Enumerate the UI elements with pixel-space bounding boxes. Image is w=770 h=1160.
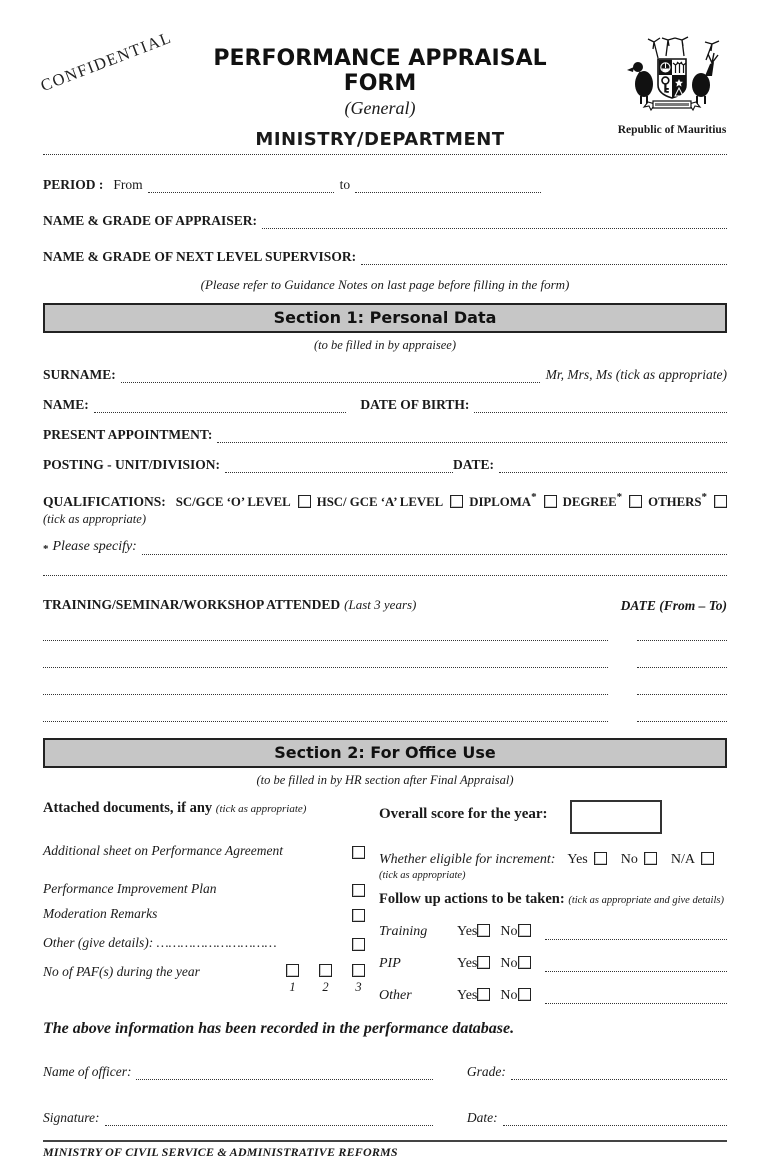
qualification-diploma: DIPLOMA*	[469, 491, 556, 510]
name-label: NAME:	[43, 397, 89, 412]
confidential-stamp: CONFIDENTIAL	[37, 27, 175, 96]
emblem-block	[613, 36, 731, 136]
training-date-2-field[interactable]	[637, 667, 727, 668]
training-row-2	[43, 667, 727, 668]
paf-count-label: No of PAF(s) during the year	[43, 964, 200, 979]
training-details-field[interactable]	[545, 928, 728, 940]
paf-option-3: 3	[352, 964, 365, 995]
moderation-remarks-checkbox[interactable]	[352, 909, 365, 922]
qualifications-label: QUALIFICATIONS:	[43, 494, 166, 509]
increment-label: Whether eligible for increment:	[379, 852, 556, 867]
ministry-name-field[interactable]	[43, 154, 727, 155]
office-use-grid	[43, 800, 727, 1004]
footer-ministry-line: MINISTRY OF CIVIL SERVICE & ADMINISTRATIVE REFORMS	[43, 1145, 398, 1159]
attached-documents-note: (tick as appropriate)	[215, 803, 307, 815]
appraiser-row	[43, 213, 727, 229]
followup-note: (tick as appropriate and give details)	[568, 895, 724, 906]
footer-divider	[43, 1140, 727, 1142]
grade-field[interactable]	[511, 1068, 727, 1080]
followup-heading: Follow up actions to be taken: (tick as appropriate and give details)	[379, 891, 724, 907]
supervisor-field[interactable]	[361, 252, 727, 265]
qualification-others: OTHERS*	[648, 491, 727, 510]
degree-checkbox[interactable]	[629, 495, 642, 508]
officer-grade-row	[43, 1064, 727, 1080]
sc-gce-o-checkbox[interactable]	[298, 495, 311, 508]
ministry-department-heading: MINISTRY/DEPARTMENT	[255, 129, 505, 150]
surname-field[interactable]	[121, 370, 540, 383]
other-no: No	[500, 988, 530, 1004]
mauritius-coat-of-arms-icon	[622, 105, 722, 122]
training-note: (Last 3 years)	[344, 597, 417, 612]
training-date-3-field[interactable]	[637, 694, 727, 695]
hsc-gce-a-checkbox[interactable]	[450, 495, 463, 508]
specify-asterisk: *	[43, 543, 49, 555]
dob-field[interactable]	[474, 400, 727, 413]
appraiser-field[interactable]	[262, 216, 727, 229]
officer-name-field[interactable]	[136, 1068, 432, 1080]
paf-count-row	[43, 964, 365, 995]
followup-row-pip: PIP Yes No	[379, 956, 727, 972]
training-date-header: DATE (From – To)	[620, 598, 727, 613]
signature-label: Signature:	[43, 1110, 100, 1125]
increment-na-checkbox[interactable]	[701, 852, 714, 865]
present-appointment-row	[43, 427, 727, 443]
other-no-checkbox[interactable]	[518, 988, 531, 1001]
attached-item-other: Other (give details): …………………………	[43, 935, 365, 951]
please-specify-field-2[interactable]	[43, 575, 727, 576]
qualifications-tick-note: (tick as appropriate)	[43, 512, 146, 526]
other-details-field[interactable]	[545, 992, 728, 1004]
attached-item-improvement-plan: Performance Improvement Plan	[43, 881, 365, 897]
pip-yes: Yes	[457, 956, 490, 972]
followup-row-training: Training Yes No	[379, 924, 727, 940]
training-no: No	[500, 924, 530, 940]
date-field[interactable]	[503, 1114, 727, 1126]
increment-yes: Yes	[567, 852, 606, 868]
name-dob-row	[43, 397, 727, 413]
qualification-hsc-gce-a: HSC/ GCE ‘A’ LEVEL	[317, 491, 463, 510]
overall-score-label: Overall score for the year:	[379, 806, 548, 822]
increment-no: No	[621, 852, 657, 868]
section1-banner: Section 1: Personal Data	[43, 303, 727, 333]
period-row	[43, 177, 727, 193]
other-yes: Yes	[457, 988, 490, 1004]
paf-2-checkbox[interactable]	[319, 964, 332, 977]
training-row-3	[43, 694, 727, 695]
posting-date-field[interactable]	[499, 460, 727, 473]
qualification-options	[176, 491, 727, 510]
posting-row	[43, 457, 727, 473]
pip-yes-checkbox[interactable]	[477, 956, 490, 969]
posting-label: POSTING - UNIT/DIVISION:	[43, 457, 221, 472]
increment-options	[567, 852, 714, 868]
section2-fill-note: (to be filled in by HR section after Final Appraisal)	[256, 773, 514, 787]
section1-fill-note: (to be filled in by appraisee)	[314, 338, 456, 352]
pip-no: No	[500, 956, 530, 972]
training-header-row	[43, 596, 727, 614]
pip-details-field[interactable]	[545, 960, 728, 972]
followup-row-other: Other Yes No	[379, 988, 727, 1004]
attached-item-moderation-remarks: Moderation Remarks	[43, 906, 365, 922]
training-no-checkbox[interactable]	[518, 924, 531, 937]
officer-name-label: Name of officer:	[43, 1064, 132, 1079]
training-entry-1-field[interactable]	[43, 640, 608, 641]
guidance-note: (Please refer to Guidance Notes on last page before filling in the form)	[200, 277, 570, 292]
increment-row	[379, 852, 727, 868]
improvement-plan-checkbox[interactable]	[352, 884, 365, 897]
recorded-note: The above information has been recorded in the performance database.	[43, 1020, 515, 1037]
training-entry-3-field[interactable]	[43, 694, 608, 695]
title-block	[193, 46, 567, 150]
training-yes-checkbox[interactable]	[477, 924, 490, 937]
period-from-label: From	[113, 177, 143, 192]
training-row-1	[43, 640, 727, 641]
period-to-label: to	[339, 177, 351, 192]
supervisor-row	[43, 249, 727, 265]
supervisor-label: NAME & GRADE OF NEXT LEVEL SUPERVISOR:	[43, 249, 357, 264]
increment-no-checkbox[interactable]	[644, 852, 657, 865]
training-yes: Yes	[457, 924, 490, 940]
attached-documents-column	[43, 800, 365, 1004]
overall-score-box[interactable]	[570, 800, 662, 834]
period-from-field[interactable]	[148, 180, 334, 193]
appraiser-label: NAME & GRADE OF APPRAISER:	[43, 213, 257, 228]
salutation-note: Mr, Mrs, Ms (tick as appropriate)	[545, 367, 727, 382]
attached-item-performance-agreement: Additional sheet on Performance Agreement	[43, 843, 365, 859]
please-specify-row	[43, 539, 727, 555]
paf-3-checkbox[interactable]	[352, 964, 365, 977]
other-yes-checkbox[interactable]	[477, 988, 490, 1001]
paf-count-options	[286, 964, 365, 995]
paf-option-2: 2	[319, 964, 332, 995]
paf-option-1: 1	[286, 964, 299, 995]
name-field[interactable]	[94, 400, 347, 413]
present-appointment-field[interactable]	[217, 430, 727, 443]
please-specify-field[interactable]	[142, 542, 727, 555]
dob-label: DATE OF BIRTH:	[360, 397, 470, 412]
increment-yes-checkbox[interactable]	[594, 852, 607, 865]
training-entry-2-field[interactable]	[43, 667, 608, 668]
signature-date-row	[43, 1110, 727, 1126]
pip-no-checkbox[interactable]	[518, 956, 531, 969]
date-label: Date:	[466, 1110, 498, 1125]
increment-na: N/A	[671, 852, 714, 868]
signature-field[interactable]	[105, 1114, 433, 1126]
performance-agreement-checkbox[interactable]	[352, 846, 365, 859]
present-appointment-label: PRESENT APPOINTMENT:	[43, 427, 213, 442]
posting-date-label: DATE:	[453, 457, 495, 472]
surname-label: SURNAME:	[43, 367, 116, 382]
office-actions-column	[365, 800, 727, 1004]
surname-row	[43, 367, 727, 383]
paf-1-checkbox[interactable]	[286, 964, 299, 977]
training-row-4	[43, 721, 727, 722]
qualifications-row	[43, 491, 727, 510]
qualification-sc-gce-o: SC/GCE ‘O’ LEVEL	[176, 491, 311, 510]
attached-documents-heading: Attached documents, if any (tick as appropriate)	[43, 800, 307, 816]
others-checkbox[interactable]	[714, 495, 727, 508]
form-subtitle: (General)	[344, 98, 416, 118]
form-title: PERFORMANCE APPRAISAL FORM	[213, 46, 547, 96]
training-entry-4-field[interactable]	[43, 721, 608, 722]
qualification-degree: DEGREE*	[563, 491, 643, 510]
section2-banner: Section 2: For Office Use	[43, 738, 727, 768]
period-to-field[interactable]	[355, 180, 541, 193]
training-label: TRAINING/SEMINAR/WORKSHOP ATTENDED	[43, 597, 341, 612]
overall-score-row	[379, 800, 727, 834]
other-document-checkbox[interactable]	[352, 938, 365, 951]
grade-label: Grade:	[466, 1064, 506, 1079]
form-header	[37, 27, 727, 150]
training-date-4-field[interactable]	[637, 721, 727, 722]
training-date-1-field[interactable]	[637, 640, 727, 641]
please-specify-label: Please specify:	[52, 539, 137, 554]
posting-field[interactable]	[225, 460, 453, 473]
period-label: PERIOD :	[43, 177, 104, 192]
diploma-checkbox[interactable]	[544, 495, 557, 508]
emblem-caption: Republic of Mauritius	[617, 124, 727, 136]
increment-tick-note: (tick as appropriate)	[379, 870, 466, 881]
